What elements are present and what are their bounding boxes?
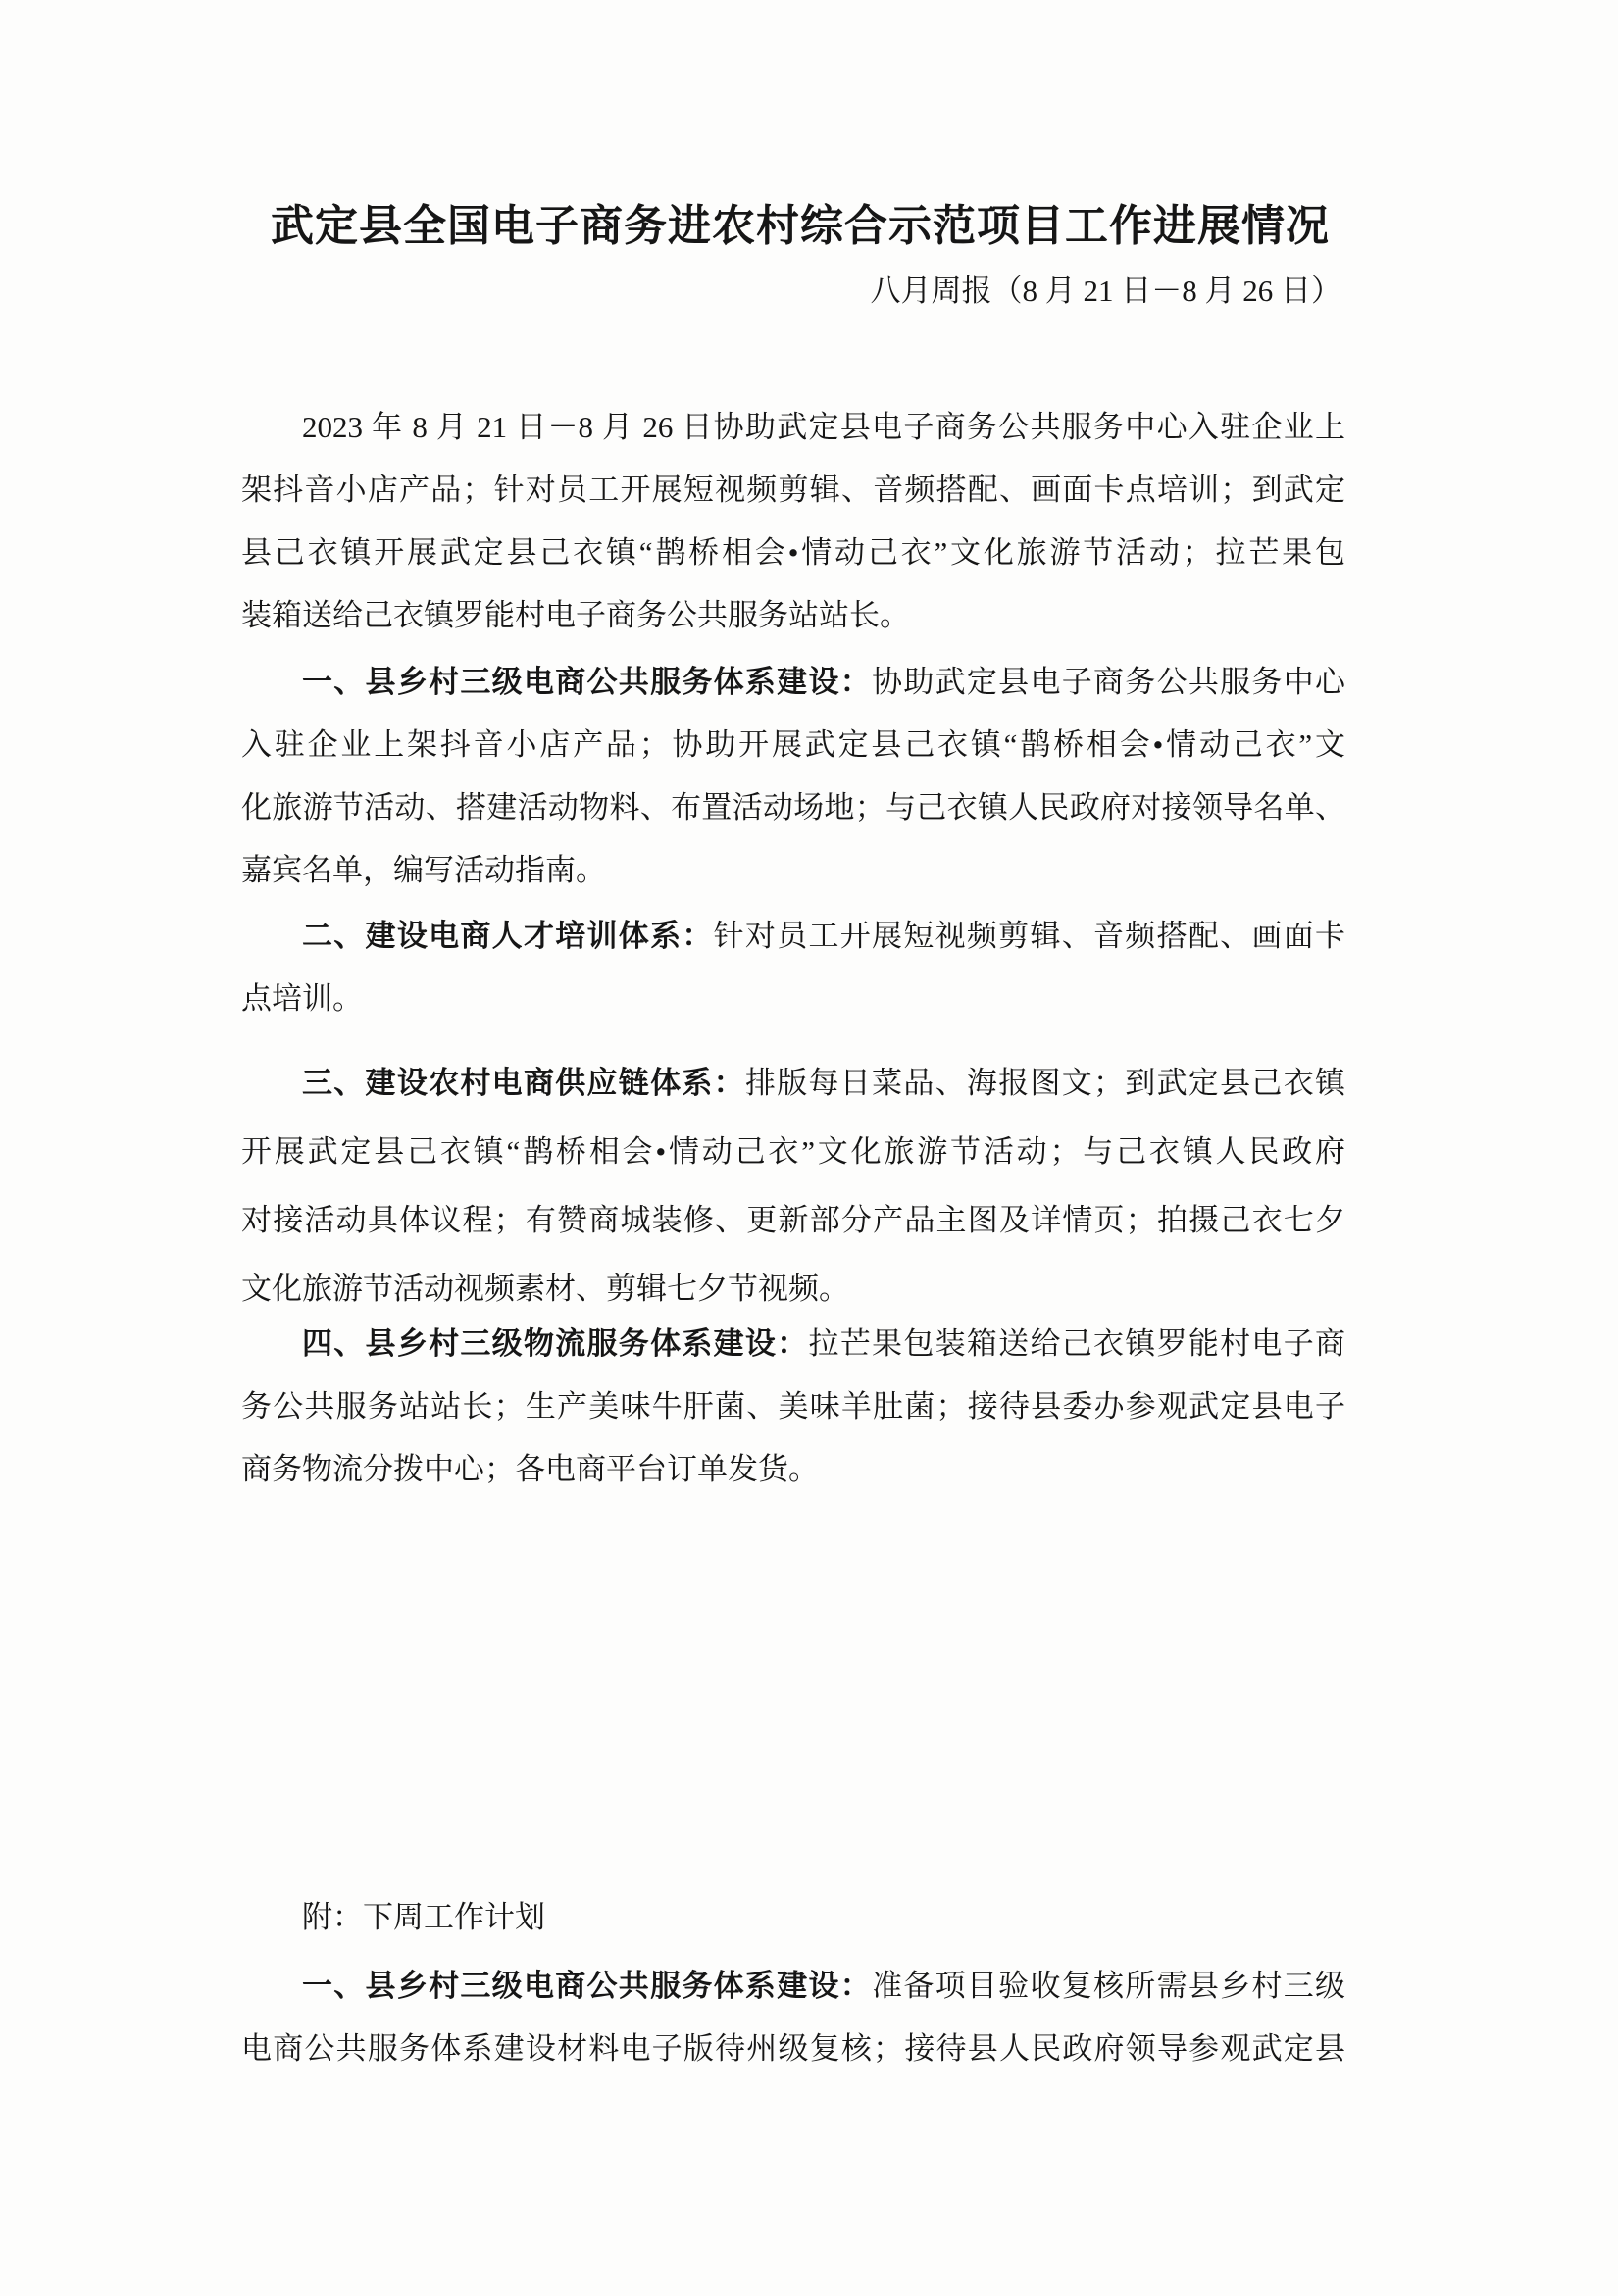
text-line: 点培训。 [241,981,363,1016]
appendix-block [241,1886,1345,1949]
text-line: 开展武定县己衣镇“鹊桥相会•情动己衣”文化旅游节活动；与己衣镇人民政府 [241,1134,1345,1169]
plan-paragraph [241,1955,1345,2080]
document-title: 武定县全国电子商务进农村综合示范项目工作进展情况 [271,202,1330,250]
text-line [241,905,1345,968]
text-line [241,1313,1345,1375]
section-text: 拉芒果包装箱送给己衣镇罗能村电子商 [808,1326,1345,1361]
text-line: 电商公共服务体系建设材料电子版待州级复核；接待县人民政府领导参观武定县 [241,2031,1345,2066]
section-text: 准备项目验收复核所需县乡村三级 [872,1969,1345,2003]
section-heading: 四、县乡村三级物流服务体系建设： [302,1326,809,1361]
section-heading: 一、县乡村三级电商公共服务体系建设： [302,665,873,699]
section-heading: 二、建设电商人才培训体系： [302,919,714,953]
section-heading: 三、建设农村电商供应链体系： [302,1066,745,1100]
document-subtitle: 八月周报（8 月 21 日－8 月 26 日） [870,274,1341,308]
text-line: 架抖音小店产品；针对员工开展短视频剪辑、音频搭配、画面卡点培训；到武定 [241,473,1345,507]
text-line [241,1049,1345,1118]
text-line: 务公共服务站站长；生产美味牛肝菌、美味羊肚菌；接待县委办参观武定县电子 [241,1389,1345,1423]
intro-paragraph [241,396,1345,647]
section-text: 协助武定县电子商务公共服务中心 [872,665,1345,699]
section-heading: 一、县乡村三级电商公共服务体系建设： [302,1969,873,2003]
appendix-heading: 附：下周工作计划 [302,1900,545,1934]
text-line: 对接活动具体议程；有赞商城装修、更新部分产品主图及详情页；拍摄己衣七夕 [241,1203,1345,1237]
section-paragraph [241,1049,1345,1323]
text-line: 县己衣镇开展武定县己衣镇“鹊桥相会•情动己衣”文化旅游节活动；拉芒果包 [241,535,1345,570]
text-line: 入驻企业上架抖音小店产品；协助开展武定县己衣镇“鹊桥相会•情动己衣”文 [241,727,1345,762]
text-line: 文化旅游节活动视频素材、剪辑七夕节视频。 [241,1272,849,1306]
section-paragraph [241,1313,1345,1501]
text-line [241,1955,1345,2018]
section-text: 针对员工开展短视频剪辑、音频搭配、画面卡 [713,919,1345,953]
text-line: 2023 年 8 月 21 日－8 月 26 日协助武定县电子商务公共服务中心入驻企业上 [302,410,1345,444]
text-line: 化旅游节活动、搭建活动物料、布置活动场地；与己衣镇人民政府对接领导名单、 [241,790,1345,824]
section-text: 排版每日菜品、海报图文；到武定县己衣镇 [744,1066,1345,1100]
section-paragraph [241,651,1345,902]
text-line: 商务物流分拨中心；各电商平台订单发货。 [241,1452,819,1486]
text-line: 装箱送给己衣镇罗能村电子商务公共服务站站长。 [241,598,910,632]
text-line [241,651,1345,714]
text-line: 嘉宾名单，编写活动指南。 [241,853,606,887]
section-paragraph [241,905,1345,1030]
